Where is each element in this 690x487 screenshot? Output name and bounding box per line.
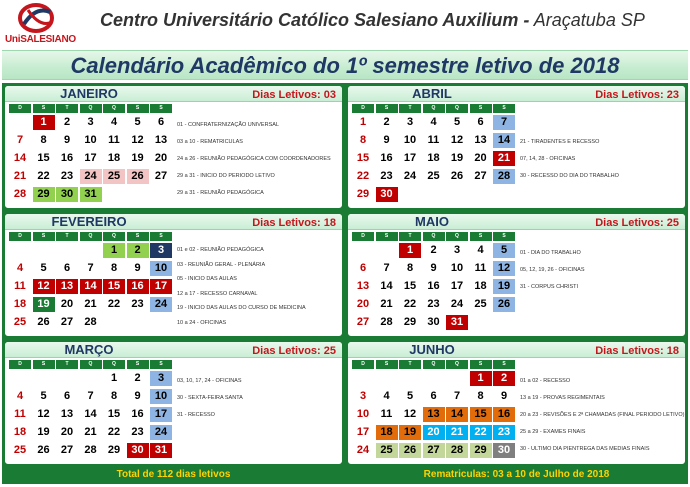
month-header: [348, 86, 685, 102]
day-cell: 8: [110, 262, 118, 274]
event-note: 03 a 10 - REMATRICULAS: [177, 139, 243, 145]
event-note: 12 a 17 - RECESSO CARNAVAL: [177, 290, 258, 297]
dias-letivos: Dias Letivos: 03: [252, 89, 336, 101]
day-cell: 4: [430, 116, 437, 128]
day-cell: 12: [33, 279, 55, 294]
day-cell: 24: [356, 444, 370, 456]
day-cell: 19: [37, 426, 50, 438]
day-cell: 25: [474, 298, 487, 310]
day-cell: 16: [131, 408, 144, 420]
weekday-header: Q: [103, 360, 125, 369]
month-panel-maio: [347, 213, 686, 337]
weekday-header: S: [470, 104, 492, 113]
day-cell: 16: [493, 407, 515, 422]
day-cell: 18: [13, 426, 27, 438]
day-cell: 14: [80, 279, 102, 294]
month-panel-janeiro: [4, 85, 343, 209]
day-cell: 1: [470, 371, 492, 386]
dias-letivos: Dias Letivos: 25: [595, 217, 679, 229]
event-note: 13 a 19 - PROVAS REGIMENTAIS: [520, 395, 605, 401]
day-cell: 3: [453, 244, 461, 256]
day-cell: 24: [150, 425, 172, 440]
day-cell: 13: [60, 408, 74, 420]
day-cell: 5: [406, 390, 414, 402]
weekday-header: S: [33, 104, 55, 113]
institution-name: Centro Universitário Católico Salesiano Auxilium - Araçatuba SP: [100, 10, 645, 30]
weekday-header: Q: [80, 360, 102, 369]
day-cell: 9: [500, 390, 508, 402]
event-note: 01 e 02 - REUNIÃO PEDAGÓGICA: [177, 247, 264, 253]
day-cell: 16: [380, 152, 393, 164]
weekday-header: Q: [446, 232, 468, 241]
day-cell: 15: [103, 279, 125, 294]
day-cell: 4: [16, 390, 24, 402]
day-cell: 2: [127, 243, 149, 258]
dias-letivos: Dias Letivos: 18: [252, 217, 336, 229]
weekday-header: Q: [423, 232, 445, 241]
day-cell: 14: [13, 152, 27, 164]
day-cell: 7: [453, 390, 461, 402]
day-cell: 11: [474, 262, 487, 274]
day-cell: 10: [356, 408, 370, 420]
weekday-header: S: [33, 360, 55, 369]
day-cell: 28: [84, 444, 97, 456]
day-cell: 26: [493, 297, 515, 312]
day-cell: 15: [403, 280, 417, 292]
day-cell: 19: [450, 152, 464, 164]
event-note: 29 a 31 - REUNIÃO PEDAGÓGICA: [177, 190, 264, 196]
day-cell: 10: [84, 134, 97, 146]
day-cell: 29: [107, 444, 121, 456]
day-cell: 9: [134, 390, 141, 402]
weekday-header: D: [352, 232, 374, 241]
day-cell: 17: [84, 152, 97, 164]
event-note: 24 a 26 - REUNIÃO PEDAGÓGICA COM COORDENADORES: [177, 156, 331, 162]
day-cell: 27: [423, 443, 445, 458]
day-cell: 24: [403, 170, 417, 182]
day-cell: 26: [37, 316, 50, 328]
month-name: MAIO: [415, 214, 449, 229]
day-cell: 21: [84, 426, 97, 438]
day-cell: 6: [63, 390, 71, 402]
event-note: 01 - DIA DO TRABALHO: [520, 250, 581, 256]
event-note: 07, 14, 28 - OFICINAS: [520, 156, 576, 162]
day-cell: 20: [60, 298, 74, 310]
day-cell: 17: [150, 407, 172, 422]
day-cell: 16: [60, 152, 74, 164]
day-cell: 9: [134, 262, 141, 274]
day-cell: 14: [84, 408, 97, 420]
day-cell: 8: [110, 390, 118, 402]
total-dias-letivos: Total de 112 dias letivos: [4, 468, 343, 482]
month-name: MARÇO: [64, 342, 114, 357]
day-cell: 22: [470, 425, 492, 440]
day-cell: 7: [87, 262, 94, 274]
day-cell: 31: [150, 443, 172, 458]
day-cell: 29: [403, 316, 417, 328]
day-cell: 12: [450, 134, 464, 146]
weekday-header: T: [399, 104, 421, 113]
day-cell: 27: [356, 316, 370, 328]
day-cell: 15: [356, 152, 370, 164]
day-cell: 26: [127, 169, 149, 184]
day-cell: 24: [150, 297, 172, 312]
day-cell: 24: [80, 169, 102, 184]
day-cell: 6: [157, 116, 165, 128]
day-cell: 18: [107, 152, 121, 164]
day-cell: 5: [40, 390, 47, 402]
weekday-header: S: [150, 360, 172, 369]
day-cell: 8: [477, 390, 484, 402]
day-cell: 29: [356, 188, 370, 200]
weekday-header: D: [352, 104, 374, 113]
weekday-header: T: [56, 232, 78, 241]
day-cell: 24: [450, 298, 464, 310]
event-note: 01 - CONFRATERNIZAÇÃO UNIVERSAL: [177, 122, 279, 128]
dias-letivos: Dias Letivos: 18: [595, 345, 679, 357]
day-cell: 2: [134, 372, 141, 384]
day-cell: 8: [406, 262, 414, 274]
weekday-header: D: [9, 360, 31, 369]
weekday-header: T: [56, 104, 78, 113]
day-cell: 9: [63, 134, 71, 146]
event-note: 31 - RECESSO: [177, 412, 215, 418]
day-cell: 23: [131, 426, 144, 438]
weekday-header: S: [376, 232, 398, 241]
weekday-header: S: [127, 360, 149, 369]
day-cell: 4: [383, 390, 390, 402]
day-cell: 2: [63, 116, 71, 128]
weekday-header: S: [127, 104, 149, 113]
day-cell: 23: [493, 425, 515, 440]
day-cell: 5: [493, 243, 515, 258]
day-cell: 3: [87, 116, 94, 128]
month-panel-março: [4, 341, 343, 465]
day-cell: 18: [474, 280, 487, 292]
weekday-header: Q: [423, 104, 445, 113]
day-cell: 22: [356, 170, 370, 182]
day-cell: 31: [446, 315, 468, 330]
day-cell: 17: [356, 426, 370, 438]
event-note: 10 a 24 - OFICINAS: [177, 319, 227, 326]
day-cell: 8: [40, 134, 47, 146]
day-cell: 29: [33, 187, 55, 202]
day-cell: 25: [427, 170, 440, 182]
day-cell: 21: [380, 298, 393, 310]
day-cell: 30: [56, 187, 78, 202]
day-cell: 14: [380, 280, 393, 292]
day-cell: 13: [154, 134, 168, 146]
day-cell: 2: [493, 371, 515, 386]
month-panel-junho: [347, 341, 686, 465]
day-cell: 11: [14, 408, 26, 420]
day-cell: 13: [56, 279, 78, 294]
day-cell: 26: [399, 443, 421, 458]
event-note: 25 a 29 - EXAMES FINAIS: [520, 429, 586, 435]
weekday-header: Q: [103, 104, 125, 113]
month-header: [5, 86, 342, 102]
day-cell: 9: [430, 262, 437, 274]
event-note: 30 - ULTIMO DIA PIENTREGA DAS MEDIAS FINAIS: [520, 446, 650, 452]
day-cell: 5: [134, 116, 141, 128]
weekday-header: S: [493, 360, 515, 369]
day-cell: 26: [450, 170, 464, 182]
event-note: 03 - REUNIÃO GERAL - PLENÁRIA: [177, 261, 266, 268]
day-cell: 28: [446, 443, 468, 458]
day-cell: 12: [131, 134, 144, 146]
weekday-header: S: [470, 360, 492, 369]
day-cell: 1: [103, 243, 125, 258]
weekday-header: T: [56, 360, 78, 369]
day-cell: 27: [154, 170, 168, 182]
day-cell: 22: [37, 170, 50, 182]
day-cell: 10: [150, 261, 172, 276]
weekday-header: S: [493, 232, 515, 241]
day-cell: 14: [493, 133, 515, 148]
day-cell: 11: [14, 280, 26, 292]
day-cell: 25: [13, 316, 27, 328]
day-cell: 6: [430, 390, 437, 402]
month-name: FEVEREIRO: [51, 214, 127, 229]
day-cell: 7: [87, 390, 94, 402]
day-cell: 20: [154, 152, 168, 164]
weekday-header: S: [493, 104, 515, 113]
month-header: [5, 342, 342, 358]
rematriculas-note: Rematriculas: 03 a 10 de Julho de 2018: [347, 468, 686, 482]
day-cell: 28: [493, 169, 515, 184]
event-note: 21 - TIRADENTES E RECESSO: [520, 139, 600, 145]
event-note: 30 - SEXTA-FEIRA SANTA: [177, 395, 243, 401]
day-cell: 7: [16, 134, 24, 146]
calendar-title: Calendário Acadêmico do 1º semestre letivo de 2018: [70, 53, 620, 78]
day-cell: 30: [376, 187, 398, 202]
day-cell: 11: [108, 134, 120, 146]
day-cell: 21: [13, 170, 27, 182]
event-note: 31 - CORPUS CHRISTI: [520, 284, 579, 290]
day-cell: 15: [470, 407, 492, 422]
day-cell: 3: [359, 390, 367, 402]
day-cell: 1: [33, 115, 55, 130]
day-cell: 3: [406, 116, 414, 128]
weekday-header: D: [352, 360, 374, 369]
day-cell: 13: [423, 407, 445, 422]
day-cell: 4: [477, 244, 484, 256]
event-note: 05 - INICIO DAS AULAS: [177, 276, 237, 282]
weekday-header: Q: [103, 232, 125, 241]
weekday-header: S: [470, 232, 492, 241]
dias-letivos: Dias Letivos: 25: [252, 345, 336, 357]
day-cell: 17: [450, 280, 464, 292]
day-cell: 18: [376, 425, 398, 440]
month-panel-fevereiro: [4, 213, 343, 337]
event-note: 01 a 02 - RECESSO: [520, 378, 571, 384]
day-cell: 2: [383, 116, 390, 128]
day-cell: 20: [60, 426, 74, 438]
day-cell: 18: [427, 152, 440, 164]
weekday-header: Q: [80, 232, 102, 241]
month-header: [348, 342, 685, 358]
event-note: 19 - INICIO DAS AULAS DO CURSO DE MEDICINA: [177, 305, 306, 311]
day-cell: 23: [427, 298, 440, 310]
day-cell: 27: [60, 316, 74, 328]
day-cell: 14: [446, 407, 468, 422]
month-name: JANEIRO: [60, 86, 118, 101]
dias-letivos: Dias Letivos: 23: [595, 89, 679, 101]
day-cell: 28: [380, 316, 393, 328]
day-cell: 30: [427, 316, 440, 328]
day-cell: 22: [107, 298, 121, 310]
day-cell: 21: [446, 425, 468, 440]
day-cell: 13: [474, 134, 487, 146]
month-name: JUNHO: [409, 342, 455, 357]
day-cell: 7: [493, 115, 515, 130]
day-cell: 30: [493, 443, 515, 458]
day-cell: 19: [33, 297, 55, 312]
day-cell: 25: [103, 169, 125, 184]
day-cell: 21: [493, 151, 515, 166]
event-note: 03, 10, 17, 24 - OFICINAS: [177, 378, 242, 384]
weekday-header: T: [399, 360, 421, 369]
day-cell: 11: [427, 134, 440, 146]
day-cell: 7: [383, 262, 390, 274]
event-note: 05, 12, 19, 26 - OFICINAS: [520, 267, 585, 273]
day-cell: 12: [493, 261, 515, 276]
day-cell: 19: [131, 152, 144, 164]
day-cell: 27: [474, 170, 487, 182]
day-cell: 20: [474, 152, 487, 164]
day-cell: 1: [399, 243, 421, 258]
day-cell: 22: [403, 298, 417, 310]
day-cell: 6: [477, 116, 484, 128]
event-note: 30 - RECESSO DO DIA DO TRABALHO: [520, 173, 619, 179]
event-note: 29 a 31 - INICIO DO PERIODO LETIVO: [177, 173, 275, 179]
day-cell: 11: [380, 408, 393, 420]
weekday-header: S: [33, 232, 55, 241]
day-cell: 13: [356, 280, 370, 292]
day-cell: 20: [423, 425, 445, 440]
day-cell: 30: [127, 443, 149, 458]
day-cell: 10: [403, 134, 417, 146]
day-cell: 6: [63, 262, 71, 274]
month-name: ABRIL: [412, 86, 452, 101]
day-cell: 15: [37, 152, 50, 164]
logo-text: UniSALESIANO: [5, 34, 76, 45]
day-cell: 8: [359, 134, 367, 146]
day-cell: 2: [430, 244, 437, 256]
day-cell: 16: [127, 279, 149, 294]
month-header: [348, 214, 685, 230]
day-cell: 3: [150, 243, 172, 258]
weekday-header: S: [127, 232, 149, 241]
day-cell: 17: [403, 152, 417, 164]
day-cell: 18: [13, 298, 27, 310]
day-cell: 21: [84, 298, 97, 310]
month-header: [5, 214, 342, 230]
day-cell: 4: [16, 262, 24, 274]
day-cell: 5: [453, 116, 461, 128]
day-cell: 23: [131, 298, 144, 310]
day-cell: 12: [37, 408, 50, 420]
day-cell: 1: [110, 372, 118, 384]
day-cell: 28: [84, 316, 97, 328]
day-cell: 16: [427, 280, 440, 292]
month-panel-abril: [347, 85, 686, 209]
day-cell: 22: [107, 426, 121, 438]
day-cell: 26: [37, 444, 50, 456]
day-cell: 1: [359, 116, 367, 128]
day-cell: 3: [150, 371, 172, 386]
day-cell: 10: [450, 262, 464, 274]
weekday-header: Q: [80, 104, 102, 113]
weekday-header: S: [150, 104, 172, 113]
day-cell: 19: [399, 425, 421, 440]
calendar-frame: [2, 83, 688, 484]
day-cell: 12: [403, 408, 417, 420]
event-note: 20 a 23 - REVISÕES E 2ª CHAMADAS (FINAL PERIODO LETIVO): [520, 412, 685, 418]
day-cell: 28: [13, 188, 27, 200]
weekday-header: Q: [423, 360, 445, 369]
weekday-header: S: [376, 360, 398, 369]
weekday-header: D: [9, 104, 31, 113]
day-cell: 6: [359, 262, 367, 274]
day-cell: 23: [60, 170, 74, 182]
day-cell: 31: [80, 187, 102, 202]
day-cell: 27: [60, 444, 74, 456]
weekday-header: S: [376, 104, 398, 113]
weekday-header: S: [150, 232, 172, 241]
weekday-header: T: [399, 232, 421, 241]
day-cell: 9: [383, 134, 390, 146]
day-cell: 19: [493, 279, 515, 294]
day-cell: 23: [380, 170, 393, 182]
day-cell: 4: [110, 116, 118, 128]
day-cell: 25: [376, 443, 398, 458]
day-cell: 5: [40, 262, 47, 274]
header: [0, 0, 690, 50]
day-cell: 20: [356, 298, 370, 310]
day-cell: 17: [150, 279, 172, 294]
day-cell: 10: [150, 389, 172, 404]
day-cell: 15: [107, 408, 121, 420]
day-cell: 29: [470, 443, 492, 458]
weekday-header: Q: [446, 104, 468, 113]
weekday-header: D: [9, 232, 31, 241]
calendar-title-bar: [2, 50, 688, 80]
day-cell: 25: [13, 444, 27, 456]
weekday-header: Q: [446, 360, 468, 369]
